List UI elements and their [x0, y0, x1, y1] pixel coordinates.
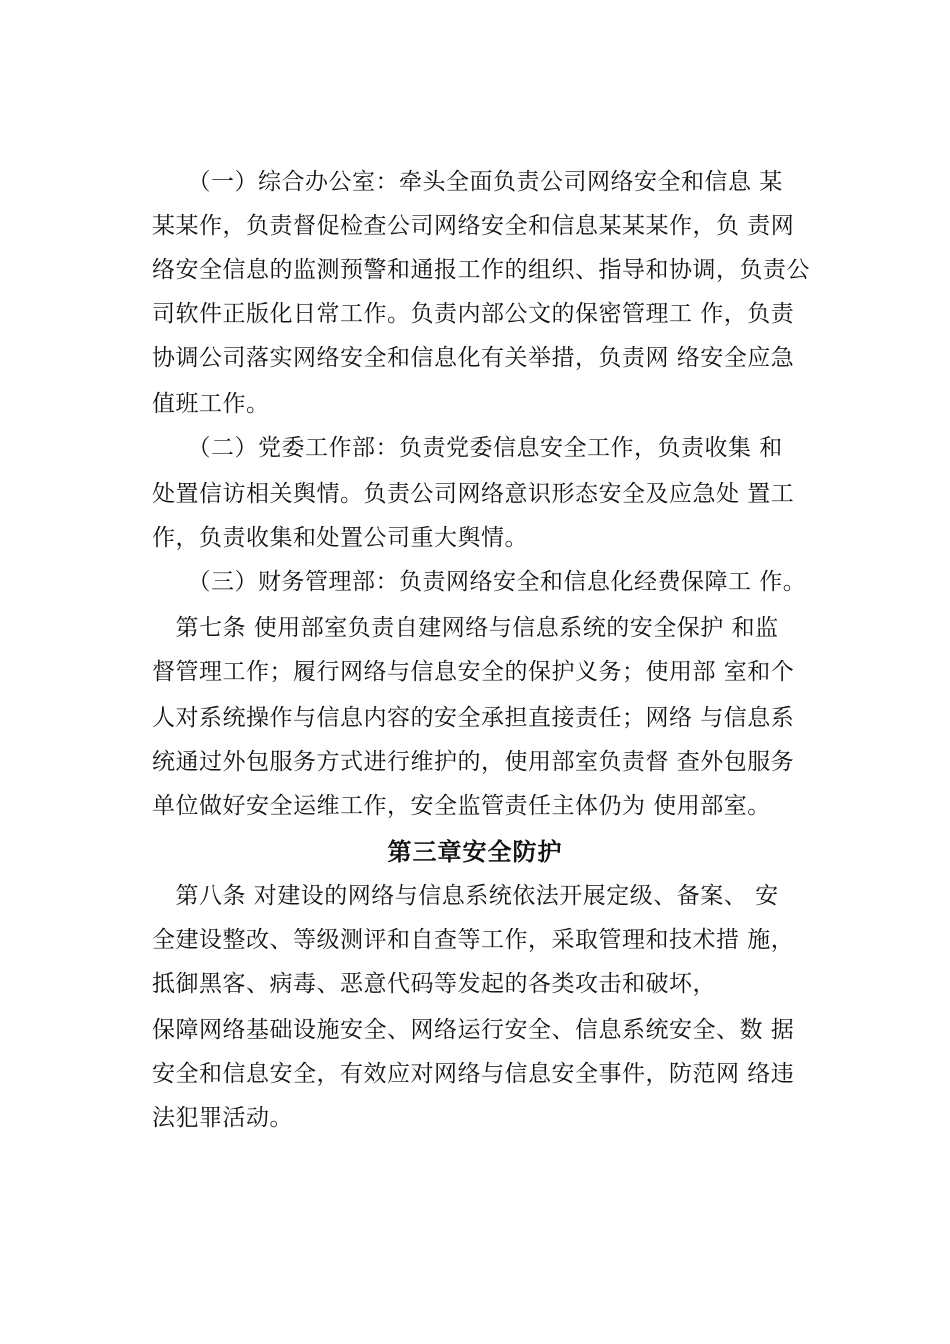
paragraph-line: （三）财务管理部：负责网络安全和信息化经费保障工 作。 — [152, 569, 807, 595]
paragraph-line: 统通过外包服务方式进行维护的，使用部室负责督 查外包服务 — [152, 749, 795, 775]
paragraph-line: 单位做好安全运维工作，安全监管责任主体仍为 使用部室。 — [152, 793, 771, 819]
paragraph-line: 第八条 对建设的网络与信息系统依法开展定级、备案、 安 — [152, 883, 779, 909]
paragraph-line: 协调公司落实网络安全和信息化有关举措，负责网 络安全应急 — [152, 345, 795, 371]
paragraph-line: 抵御黑客、病毒、恶意代码等发起的各类攻击和破坏， — [152, 971, 716, 997]
paragraph-line: 保障网络基础设施安全、网络运行安全、信息系统安全、数 据 — [152, 1017, 795, 1043]
paragraph-line: 司软件正版化日常工作。负责内部公文的保密管理工 作，负责 — [152, 301, 795, 327]
paragraph-line: 全建设整改、等级测评和自查等工作，采取管理和技术措 施， — [152, 927, 795, 953]
paragraph-line: （一）综合办公室：牵头全面负责公司网络安全和信息 某 — [152, 169, 783, 195]
chapter-heading: 第三章安全防护 — [387, 838, 563, 866]
paragraph-line: 处置信访相关舆情。负责公司网络意识形态安全及应急处 置工 — [152, 481, 795, 507]
paragraph-line: 安全和信息安全，有效应对网络与信息安全事件，防范网 络违 — [152, 1061, 795, 1087]
paragraph-line: 络安全信息的监测预警和通报工作的组织、指导和协调，负责公 — [152, 257, 810, 283]
paragraph-line: 值班工作。 — [152, 391, 270, 417]
paragraph-line: 某某作，负责督促检查公司网络安全和信息某某某作，负 责网 — [152, 213, 795, 239]
paragraph-line: 人对系统操作与信息内容的安全承担直接责任；网络 与信息系 — [152, 705, 795, 731]
paragraph-line: （二）党委工作部：负责党委信息安全工作，负责收集 和 — [152, 435, 783, 461]
paragraph-line: 第七条 使用部室负责自建网络与信息系统的安全保护 和监 — [152, 615, 779, 641]
paragraph-line: 作，负责收集和处置公司重大舆情。 — [152, 525, 528, 551]
paragraph-line: 督管理工作；履行网络与信息安全的保护义务；使用部 室和个 — [152, 659, 795, 685]
paragraph-line: 法犯罪活动。 — [152, 1105, 293, 1131]
